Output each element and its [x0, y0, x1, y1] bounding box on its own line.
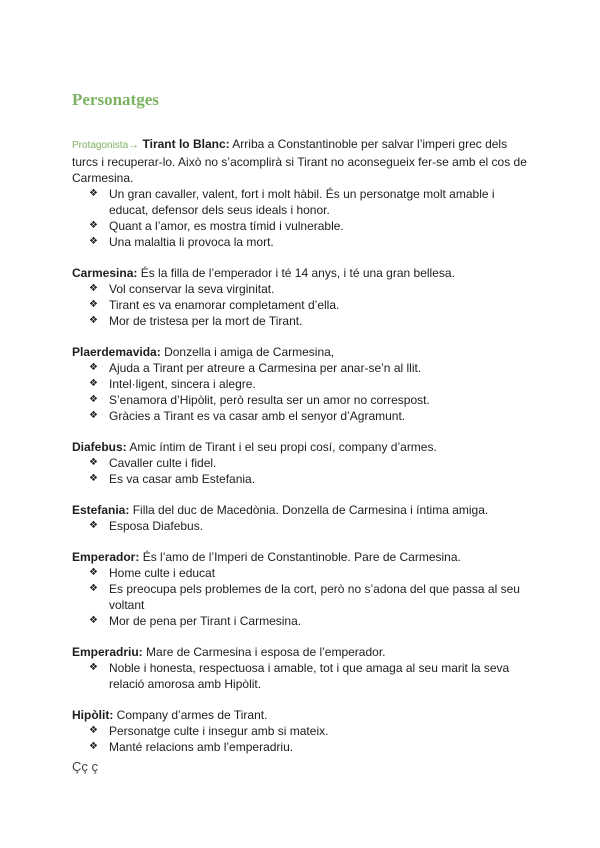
trait-text: Es va casar amb Estefania. — [109, 472, 256, 486]
trait-list — [72, 565, 532, 629]
trait-text: Es preocupa pels problemes de la cort, però no s’adona del que passa al seu voltant — [109, 582, 520, 612]
bullet-icon: ❖ — [89, 741, 98, 752]
trait-text: Personatge culte i insegur amb si mateix. — [109, 724, 329, 738]
trait-list — [72, 723, 532, 755]
trait-item — [89, 218, 532, 234]
character-entry — [72, 707, 532, 755]
character-description: Company d’armes de Tirant. — [116, 708, 268, 722]
trait-item — [89, 408, 532, 424]
character-description: És l’amo de l’Imperi de Constantinoble. Pare de Carmesina. — [142, 550, 461, 564]
character-intro — [72, 644, 532, 660]
character-name: Plaerdemavida: — [72, 345, 161, 359]
trait-list — [72, 660, 532, 692]
character-description: Mare de Carmesina i esposa de l’emperador. — [146, 645, 386, 659]
trait-item — [89, 455, 532, 471]
bullet-icon: ❖ — [89, 457, 98, 468]
character-intro — [72, 707, 532, 723]
character-entry — [72, 549, 532, 629]
bullet-icon: ❖ — [89, 725, 98, 736]
character-intro — [72, 265, 532, 281]
character-description: Amic íntim de Tirant i el seu propi cosí, company d’armes. — [129, 440, 437, 454]
trait-item — [89, 518, 532, 534]
trait-item — [89, 739, 532, 755]
bullet-icon: ❖ — [89, 236, 98, 247]
trait-text: S’enamora d’Hipòlit, però resulta ser un amor no correspost. — [109, 393, 430, 407]
trait-item — [89, 313, 532, 329]
trait-text: Esposa Diafebus. — [109, 519, 204, 533]
trait-text: Una malaltia li provoca la mort. — [109, 235, 274, 249]
trait-item — [89, 613, 532, 629]
trait-text: Vol conservar la seva virginitat. — [109, 282, 275, 296]
character-name: Tirant lo Blanc: — [142, 137, 230, 151]
character-name: Emperador: — [72, 550, 140, 564]
bullet-icon: ❖ — [89, 220, 98, 231]
character-entry — [72, 136, 532, 250]
trait-text: Mor de tristesa per la mort de Tirant. — [109, 314, 303, 328]
trait-list — [72, 186, 532, 250]
trait-list — [72, 281, 532, 329]
character-name: Carmesina: — [72, 266, 138, 280]
bullet-icon: ❖ — [89, 583, 98, 594]
arrow-icon: → — [128, 139, 140, 151]
trait-text: Cavaller culte i fidel. — [109, 456, 217, 470]
trait-item — [89, 565, 532, 581]
bullet-icon: ❖ — [89, 188, 98, 199]
trait-list — [72, 518, 532, 534]
trait-item — [89, 723, 532, 739]
trait-item — [89, 376, 532, 392]
trait-item — [89, 471, 532, 487]
characters-list — [72, 136, 532, 775]
character-description: Arriba a Constantinoble per salvar l’imperi grec dels turcs i recuperar-lo. Això no s’acomplirà si Tirant no aconsegueix fer-se amb el cos de Carmesina. — [72, 137, 527, 185]
trait-text: Home culte i educat — [109, 566, 216, 580]
bullet-icon: ❖ — [89, 567, 98, 578]
trait-text: Quant a l’amor, es mostra tímid i vulnerable. — [109, 219, 344, 233]
bullet-icon: ❖ — [89, 378, 98, 389]
trait-item — [89, 297, 532, 313]
character-intro — [72, 344, 532, 360]
bullet-icon: ❖ — [89, 410, 98, 421]
page-title: Personatges — [72, 90, 159, 109]
character-name: Estefania: — [72, 503, 130, 517]
bullet-icon: ❖ — [89, 394, 98, 405]
character-intro — [72, 439, 532, 455]
footer-text: Çç ç — [72, 759, 98, 774]
character-name: Diafebus: — [72, 440, 127, 454]
trait-text: Gràcies a Tirant es va casar amb el senyor d’Agramunt. — [109, 409, 406, 423]
character-intro — [72, 549, 532, 565]
trait-item — [89, 281, 532, 297]
character-description: Filla del duc de Macedònia. Donzella de Carmesina i íntima amiga. — [132, 503, 489, 517]
character-description: Donzella i amiga de Carmesina, — [164, 345, 335, 359]
character-name: Emperadriu: — [72, 645, 143, 659]
trait-text: Noble i honesta, respectuosa i amable, tot i que amaga al seu marit la seva relació amorosa amb Hipòlit. — [109, 661, 510, 691]
bullet-icon: ❖ — [89, 615, 98, 626]
character-entry — [72, 265, 532, 329]
trait-item — [89, 581, 532, 613]
character-entry — [72, 439, 532, 487]
trait-item — [89, 392, 532, 408]
character-entry — [72, 502, 532, 534]
protagonist-label: Protagonista — [72, 140, 129, 151]
trait-list — [72, 360, 532, 424]
bullet-icon: ❖ — [89, 473, 98, 484]
bullet-icon: ❖ — [89, 283, 98, 294]
character-intro — [72, 136, 532, 186]
bullet-icon: ❖ — [89, 362, 98, 373]
trait-item — [89, 660, 532, 692]
character-entry — [72, 644, 532, 692]
trait-item — [89, 234, 532, 250]
trait-text: Ajuda a Tirant per atreure a Carmesina per anar-se’n al llit. — [109, 361, 422, 375]
bullet-icon: ❖ — [89, 299, 98, 310]
trait-text: Manté relacions amb l’emperadriu. — [109, 740, 294, 754]
bullet-icon: ❖ — [89, 520, 98, 531]
trait-text: Tirant es va enamorar completament d’ella. — [109, 298, 340, 312]
trait-item — [89, 186, 532, 218]
character-name: Hipòlit: — [72, 708, 114, 722]
trait-text: Un gran cavaller, valent, fort i molt hàbil. És un personatge molt amable i educat, defensor dels seus ideals i honor. — [109, 187, 495, 217]
trait-item — [89, 360, 532, 376]
trait-text: Intel·ligent, sincera i alegre. — [109, 377, 256, 391]
character-entry — [72, 344, 532, 424]
bullet-icon: ❖ — [89, 662, 98, 673]
character-description: És la filla de l’emperador i té 14 anys, i té una gran bellesa. — [140, 266, 455, 280]
trait-text: Mor de pena per Tirant i Carmesina. — [109, 614, 302, 628]
bullet-icon: ❖ — [89, 315, 98, 326]
trait-list — [72, 455, 532, 487]
character-intro — [72, 502, 532, 518]
